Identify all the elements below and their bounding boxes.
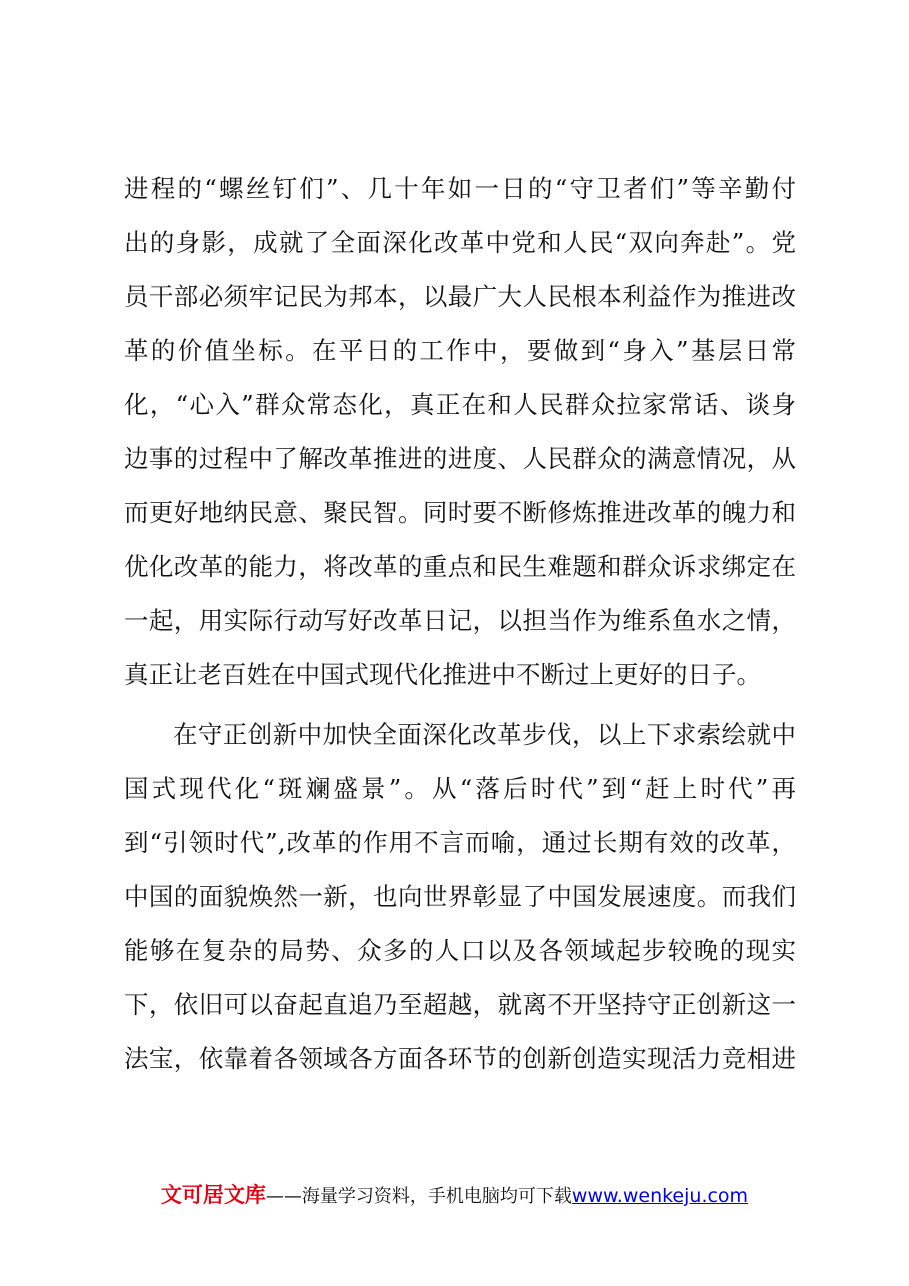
text-line: 化，“心入”群众常态化，真正在和人民群众拉家常话、谈身 <box>124 390 796 419</box>
text-line: 进程的“螺丝钉们”、几十年如一日的“守卫者们”等辛勤付 <box>124 174 796 203</box>
text-line: 到“引领时代”,改革的作用不言而喻，通过长期有效的改革， <box>124 828 796 857</box>
text-line: 一起，用实际行动写好改革日记，以担当作为维系鱼水之情， <box>124 606 796 635</box>
paragraph-1 <box>124 162 796 702</box>
page-footer <box>0 1180 909 1212</box>
text-line: 革的价值坐标。在平日的工作中，要做到“身入”基层日常 <box>124 336 796 365</box>
text-line: 在守正创新中加快全面深化改革步伐，以上下求索绘就中 <box>173 720 796 749</box>
text-line: 而更好地纳民意、聚民智。同时要不断修炼推进改革的魄力和 <box>124 498 796 527</box>
brand-name: 文可居文库 <box>160 1183 266 1207</box>
text-line: 出的身影，成就了全面深化改革中党和人民“双向奔赴”。党 <box>124 228 796 257</box>
text-line: 中国的面貌焕然一新，也向世界彰显了中国发展速度。而我们 <box>124 882 796 911</box>
text-line: 真正让老百姓在中国式现代化推进中不断过上更好的日子。 <box>124 660 761 689</box>
text-line: 下，依旧可以奋起直追乃至超越，就离不开坚持守正创新这一 <box>124 990 796 1019</box>
text-line: 员干部必须牢记民为邦本，以最广大人民根本利益作为推进改 <box>124 282 796 311</box>
website-link[interactable]: www.wenkeju.com <box>571 1185 749 1207</box>
body-text <box>124 162 796 1086</box>
text-line: 国式现代化“斑斓盛景”。从“落后时代”到“赶上时代”再 <box>124 774 796 803</box>
text-line: 能够在复杂的局势、众多的人口以及各领域起步较晚的现实 <box>124 936 796 965</box>
text-line: 边事的过程中了解改革推进的进度、人民群众的满意情况，从 <box>124 444 796 473</box>
footer-dash: —— <box>265 1186 302 1207</box>
footer-tagline: 海量学习资料，手机电脑均可下载 <box>301 1186 572 1207</box>
paragraph-2 <box>124 708 796 1086</box>
text-line: 优化改革的能力，将改革的重点和民生难题和群众诉求绑定在 <box>124 552 796 581</box>
text-line: 法宝，依靠着各领域各方面各环节的创新创造实现活力竞相进 <box>124 1044 796 1073</box>
